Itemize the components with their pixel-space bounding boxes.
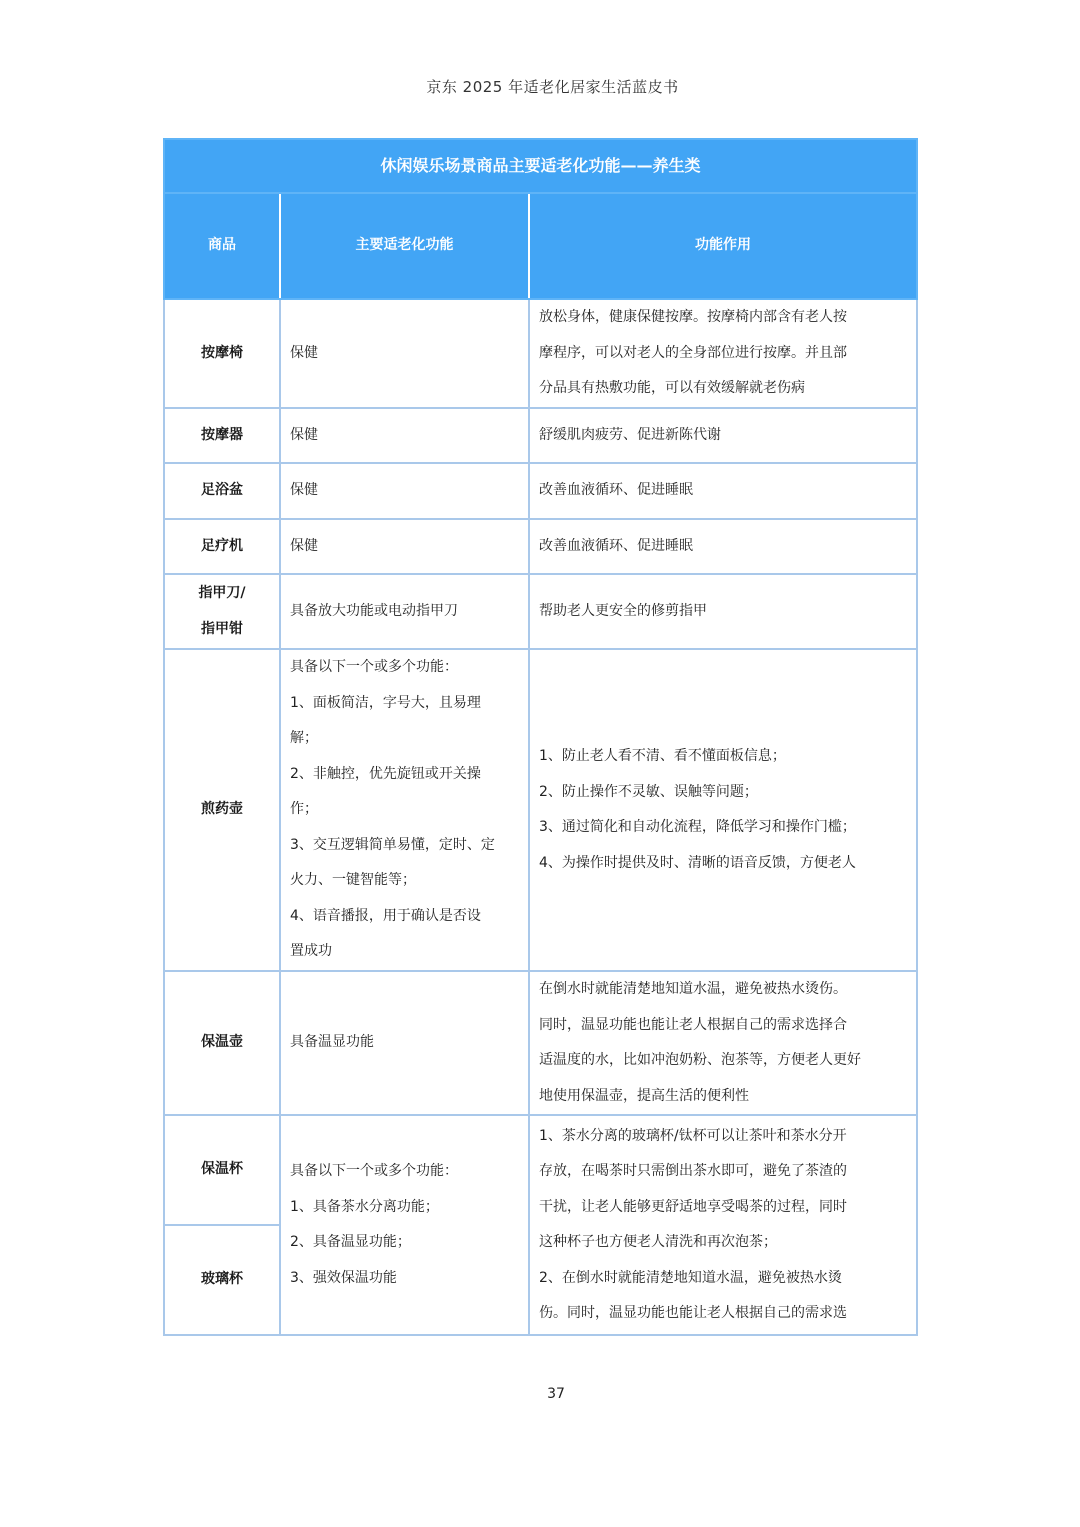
function-line: 干扰，让老人能够更舒适地享受喝茶的过程，同时 xyxy=(539,1198,847,1215)
feature-line: 置成功 xyxy=(290,943,332,960)
feature-line: 作； xyxy=(290,801,318,818)
product-line: 指甲钳 xyxy=(201,620,243,637)
feature-line: 解； xyxy=(290,730,318,747)
product-cell: 玻璃杯 xyxy=(164,1225,280,1335)
feature-line: 具备以下一个或多个功能： xyxy=(290,1163,458,1179)
function-line: 4、为操作时提供及时、清晰的语音反馈，方便老人 xyxy=(539,854,856,871)
product-cell: 保温杯 xyxy=(164,1115,280,1225)
feature-line: 保健 xyxy=(290,482,318,499)
document-header: 京东 2025 年适老化居家生活蓝皮书 xyxy=(426,78,679,96)
feature-cell xyxy=(280,408,529,463)
function-cell xyxy=(529,1115,917,1335)
product-cell xyxy=(164,574,280,649)
function-line: 帮助老人更安全的修剪指甲 xyxy=(539,602,707,619)
feature-table xyxy=(163,138,916,1336)
table-row xyxy=(164,519,917,574)
feature-line: 1、面板简洁，字号大，且易理 xyxy=(290,694,481,711)
feature-line: 保健 xyxy=(290,426,318,443)
feature-line: 保健 xyxy=(290,537,318,554)
function-line: 舒缓肌肉疲劳、促进新陈代谢 xyxy=(539,426,721,443)
feature-line: 3、交互逻辑简单易懂，定时、定 xyxy=(290,836,495,853)
column-header-product: 商品 xyxy=(164,193,280,299)
function-line: 改善血液循环、促进睡眠 xyxy=(539,482,693,499)
feature-line: 具备温显功能 xyxy=(290,1034,374,1051)
function-line: 放松身体，健康保健按摩。按摩椅内部含有老人按 xyxy=(539,309,847,326)
feature-line: 4、语音播报，用于确认是否设 xyxy=(290,907,481,924)
feature-cell xyxy=(280,519,529,574)
product-cell: 保温壶 xyxy=(164,971,280,1115)
function-line: 这种杯子也方便老人清洗和再次泡茶； xyxy=(539,1234,777,1250)
page-number: 37 xyxy=(547,1386,565,1402)
function-line: 存放，在喝茶时只需倒出茶水即可，避免了茶渣的 xyxy=(539,1163,847,1179)
feature-line: 2、具备温显功能； xyxy=(290,1234,411,1250)
function-line: 摩程序，可以对老人的全身部位进行按摩。并且部 xyxy=(539,344,847,361)
column-header-function: 功能作用 xyxy=(529,193,917,299)
feature-line: 具备放大功能或电动指甲刀 xyxy=(290,602,458,619)
function-line: 1、防止老人看不清、看不懂面板信息； xyxy=(539,748,786,764)
feature-line: 具备以下一个或多个功能： xyxy=(290,659,458,676)
column-header-feature: 主要适老化功能 xyxy=(280,193,529,299)
function-line: 伤。同时，温显功能也能让老人根据自己的需求选 xyxy=(539,1305,847,1321)
function-line: 适温度的水，比如冲泡奶粉、泡茶等，方便老人更好 xyxy=(539,1052,861,1068)
function-cell xyxy=(529,519,917,574)
function-cell xyxy=(529,971,917,1115)
feature-line: 2、非触控，优先旋钮或开关操 xyxy=(290,765,481,782)
function-line: 地使用保温壶，提高生活的便利性 xyxy=(539,1087,749,1104)
table-row xyxy=(164,299,917,408)
product-cell: 足浴盆 xyxy=(164,463,280,519)
product-cell: 足疗机 xyxy=(164,519,280,574)
function-cell xyxy=(529,649,917,971)
function-line: 3、通过简化和自动化流程，降低学习和操作门槛； xyxy=(539,819,856,835)
function-line: 改善血液循环、促进睡眠 xyxy=(539,537,693,554)
function-line: 2、在倒水时就能清楚地知道水温，避免被热水烫 xyxy=(539,1269,842,1286)
product-cell: 按摩器 xyxy=(164,408,280,463)
function-line: 1、茶水分离的玻璃杯/钛杯可以让茶叶和茶水分开 xyxy=(539,1127,847,1144)
table-row xyxy=(164,463,917,519)
feature-cell xyxy=(280,299,529,408)
function-cell xyxy=(529,463,917,519)
function-line: 分品具有热敷功能，可以有效缓解就老伤病 xyxy=(539,380,805,397)
table-row xyxy=(164,971,917,1115)
function-line: 同时，温显功能也能让老人根据自己的需求选择合 xyxy=(539,1016,847,1033)
function-line: 2、防止操作不灵敏、误触等问题； xyxy=(539,783,758,800)
product-cell: 按摩椅 xyxy=(164,299,280,408)
function-cell xyxy=(529,299,917,408)
function-cell xyxy=(529,408,917,463)
function-line: 在倒水时就能清楚地知道水温，避免被热水烫伤。 xyxy=(539,981,847,997)
feature-line: 保健 xyxy=(290,344,318,361)
feature-line: 3、强效保温功能 xyxy=(290,1269,397,1286)
feature-cell xyxy=(280,1115,529,1335)
feature-line: 1、具备茶水分离功能； xyxy=(290,1198,439,1215)
product-cell: 煎药壶 xyxy=(164,649,280,971)
feature-cell xyxy=(280,463,529,519)
table-row xyxy=(164,408,917,463)
feature-cell xyxy=(280,649,529,971)
feature-cell xyxy=(280,971,529,1115)
table-row xyxy=(164,1115,917,1225)
feature-cell xyxy=(280,574,529,649)
table-caption: 休闲娱乐场景商品主要适老化功能——养生类 xyxy=(164,139,917,193)
table-row xyxy=(164,574,917,649)
table-row xyxy=(164,649,917,971)
function-cell xyxy=(529,574,917,649)
feature-line: 火力、一键智能等； xyxy=(290,872,416,889)
product-line: 指甲刀/ xyxy=(198,585,246,601)
